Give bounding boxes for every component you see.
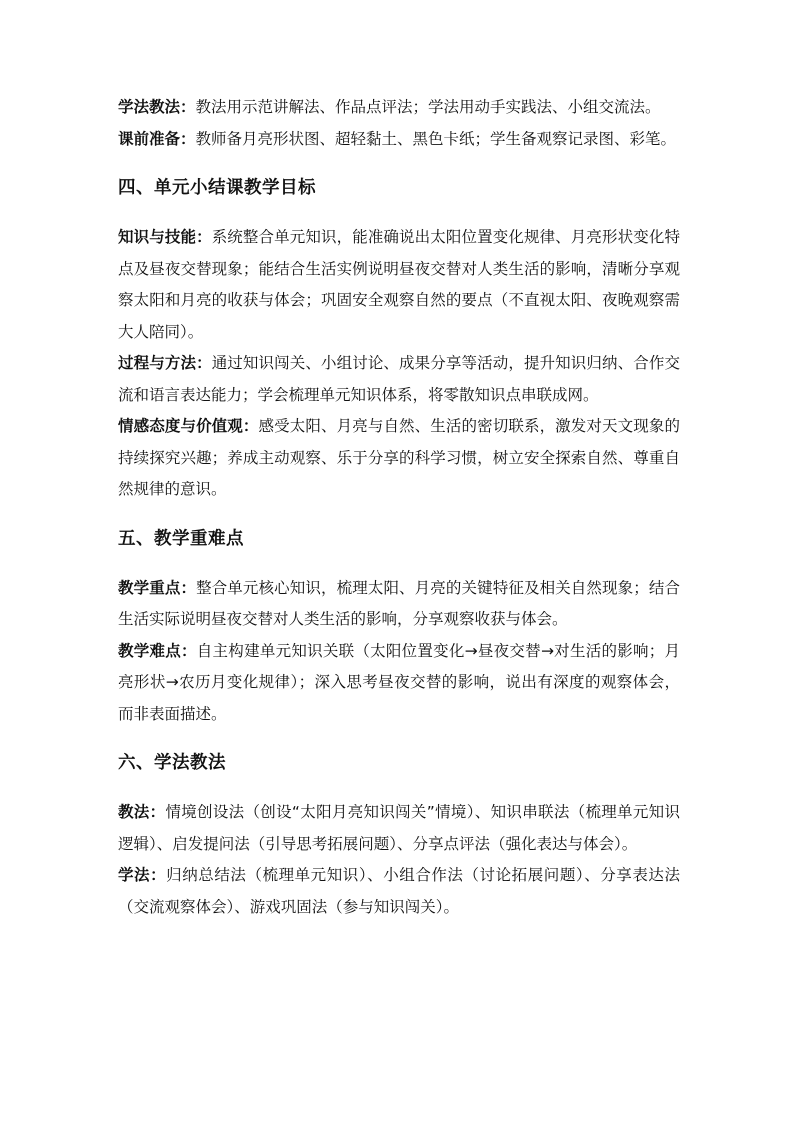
section4-knowledge-text: 系统整合单元知识，能准确说出太阳位置变化规律、月亮形状变化特点及昼夜交替现象；能结合生活实例说明昼夜交替对人类生活的影响，清晰分享观察太阳和月亮的收获与体会；巩固安全观察自然的要点（不直视太阳、夜晚观察需大人陪同）。 [118, 228, 680, 341]
section6-teach-paragraph [118, 797, 680, 860]
section6-learn-paragraph [118, 860, 680, 923]
section5-key-text: 整合单元核心知识，梳理太阳、月亮的关键特征及相关自然现象；结合生活实际说明昼夜交替对人类生活的影响，分享观察收获与体会。 [118, 578, 680, 628]
intro-methods-label: 学法教法： [118, 98, 196, 116]
section6-heading: 六、学法教法 [118, 753, 226, 773]
section6-teach-label: 教法： [118, 803, 166, 821]
section4-knowledge-label: 知识与技能： [118, 228, 212, 246]
section4-emotion-label: 情感态度与价值观： [118, 417, 259, 435]
section6-learn-label: 学法： [118, 866, 167, 884]
section4-emotion-paragraph [118, 411, 680, 506]
section4-emotion-text: 感受太阳、月亮与自然、生活的密切联系，激发对天文现象的持续探究兴趣；养成主动观察、乐于分享的科学习惯，树立安全探索自然、尊重自然规律的意识。 [118, 417, 680, 498]
document-page [118, 92, 680, 923]
section4-knowledge-paragraph [118, 222, 680, 348]
section4-heading: 四、单元小结课教学目标 [118, 178, 316, 198]
intro-methods-text: 教法用示范讲解法、作品点评法；学法用动手实践法、小组交流法。 [195, 98, 661, 116]
section6-learn-text: 归纳总结法（梳理单元知识）、小组合作法（讨论拓展问题）、分享表达法（交流观察体会）、游戏巩固法（参与知识闯关）。 [118, 866, 680, 916]
section4-process-text: 通过知识闯关、小组讨论、成果分享等活动，提升知识归纳、合作交流和语言表达能力；学会梳理单元知识体系，将零散知识点串联成网。 [118, 354, 680, 404]
section4-process-label: 过程与方法： [118, 354, 212, 372]
section5-difficult-paragraph [118, 636, 680, 731]
section5-key-paragraph [118, 573, 680, 636]
section6-teach-text: 情境创设法（创设“太阳月亮知识闯关”情境）、知识串联法（梳理单元知识逻辑）、启发提问法（引导思考拓展问题）、分享点评法（强化表达与体会）。 [118, 803, 680, 853]
section5-key-label: 教学重点： [118, 578, 197, 597]
intro-prep-label: 课前准备： [118, 129, 196, 148]
section4-process-paragraph [118, 348, 680, 411]
section5-heading: 五、教学重难点 [118, 528, 244, 549]
section5-difficult-label: 教学难点： [118, 641, 197, 660]
intro-prep-text: 教师备月亮形状图、超轻黏土、黑色卡纸；学生备观察记录图、彩笔。 [195, 129, 677, 148]
intro-methods-paragraph [118, 92, 680, 124]
section5-difficult-text: 自主构建单元知识关联（太阳位置变化→昼夜交替→对生活的影响；月亮形状→农历月变化规律）；深入思考昼夜交替的影响，说出有深度的观察体会，而非表面描述。 [118, 641, 680, 723]
intro-prep-paragraph [118, 124, 680, 156]
